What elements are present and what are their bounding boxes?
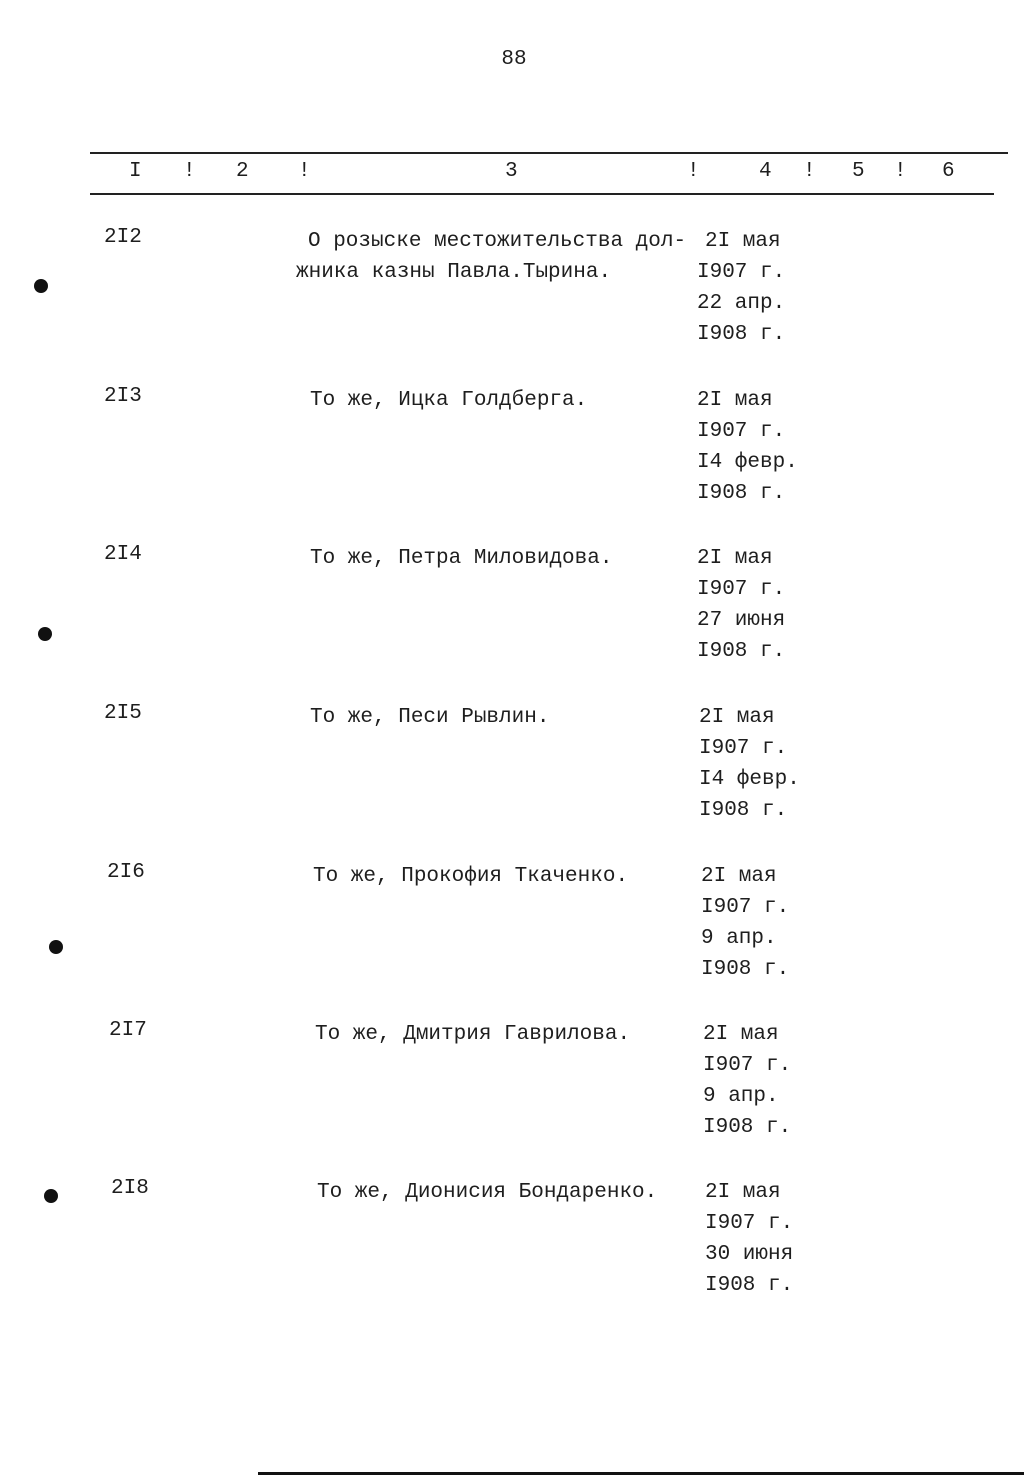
date-line: I908 г.: [701, 958, 790, 981]
row-dates: [697, 226, 786, 350]
date-line: I907 г.: [703, 1054, 792, 1077]
date-line: 2I мая: [701, 865, 777, 888]
header-col-2: 2: [236, 160, 249, 183]
description-line: То же, Дионисия Бондаренко.: [317, 1181, 658, 1204]
date-line: 2I мая: [697, 547, 773, 570]
date-line: I4 февр.: [697, 451, 798, 474]
row-description: [315, 1019, 630, 1050]
row-description: [310, 385, 587, 416]
date-line: I908 г.: [697, 640, 786, 663]
date-line: I4 февр.: [699, 768, 800, 791]
header-separator: !: [298, 160, 311, 183]
date-line: I908 г.: [697, 323, 786, 346]
date-line: I907 г.: [697, 578, 786, 601]
row-description: [313, 861, 628, 892]
header-top-rule: [90, 152, 1008, 154]
table-row: [0, 1177, 1024, 1327]
date-line: I907 г.: [697, 420, 786, 443]
row-dates: [697, 543, 785, 667]
date-line: I908 г.: [705, 1274, 794, 1297]
row-description: [310, 702, 549, 733]
date-line: 9 апр.: [701, 927, 777, 950]
date-line: 2I мая: [705, 1181, 781, 1204]
description-line: То же, Ицка Голдберга.: [310, 389, 588, 412]
date-line: I908 г.: [699, 799, 788, 822]
description-line: То же, Петра Миловидова.: [310, 547, 613, 570]
row-description: [317, 1177, 657, 1208]
date-line: I907 г.: [697, 261, 786, 284]
row-description: [296, 226, 686, 288]
row-dates: [699, 702, 800, 826]
date-line: 2I мая: [703, 1023, 779, 1046]
table-row: [0, 702, 1024, 852]
punch-hole-mark: [49, 940, 63, 954]
punch-hole-mark: [44, 1189, 58, 1203]
date-line: 22 апр.: [697, 292, 786, 315]
description-line: жника казны Павла.Тырина.: [296, 261, 612, 284]
date-line: 2I мая: [699, 706, 775, 729]
table-row: [0, 543, 1024, 693]
row-number: 2I7: [109, 1019, 147, 1042]
row-number: 2I3: [104, 385, 142, 408]
table-row: [0, 1019, 1024, 1169]
header-col-4: 4: [759, 160, 772, 183]
table-row: [0, 385, 1024, 535]
table-row: [0, 861, 1024, 1011]
date-line: I907 г.: [699, 737, 788, 760]
date-line: 9 апр.: [703, 1085, 779, 1108]
description-line: То же, Дмитрия Гаврилова.: [315, 1023, 631, 1046]
header-separator: !: [894, 160, 907, 183]
header-col-5: 5: [852, 160, 865, 183]
row-number: 2I4: [104, 543, 142, 566]
header-separator: !: [687, 160, 700, 183]
date-line: 27 июня: [697, 609, 786, 632]
description-line: То же, Песи Рывлин.: [310, 706, 550, 729]
row-dates: [705, 1177, 793, 1301]
header-col-1: I: [129, 160, 142, 183]
punch-hole-mark: [38, 627, 52, 641]
date-line: 30 июня: [705, 1243, 794, 1266]
row-description: [310, 543, 612, 574]
header-bottom-rule: [90, 193, 994, 195]
date-line: I908 г.: [703, 1116, 792, 1139]
date-line: 2I мая: [697, 389, 773, 412]
bottom-edge-rule: [258, 1472, 1024, 1475]
row-number: 2I6: [107, 861, 145, 884]
header-separator: !: [183, 160, 196, 183]
date-line: I908 г.: [697, 482, 786, 505]
row-dates: [703, 1019, 791, 1143]
row-number: 2I5: [104, 702, 142, 725]
row-dates: [701, 861, 789, 985]
table-row: [0, 226, 1024, 376]
date-line: I907 г.: [705, 1212, 794, 1235]
date-line: I907 г.: [701, 896, 790, 919]
description-line: О розыске местожительства дол-: [308, 230, 687, 253]
punch-hole-mark: [34, 279, 48, 293]
header-col-6: 6: [942, 160, 955, 183]
row-number: 2I2: [104, 226, 142, 249]
row-dates: [697, 385, 798, 509]
row-number: 2I8: [111, 1177, 149, 1200]
header-col-3: 3: [505, 160, 518, 183]
page-number: 88: [501, 48, 527, 71]
date-line: 2I мая: [705, 230, 781, 253]
header-separator: !: [803, 160, 816, 183]
description-line: То же, Прокофия Ткаченко.: [313, 865, 629, 888]
